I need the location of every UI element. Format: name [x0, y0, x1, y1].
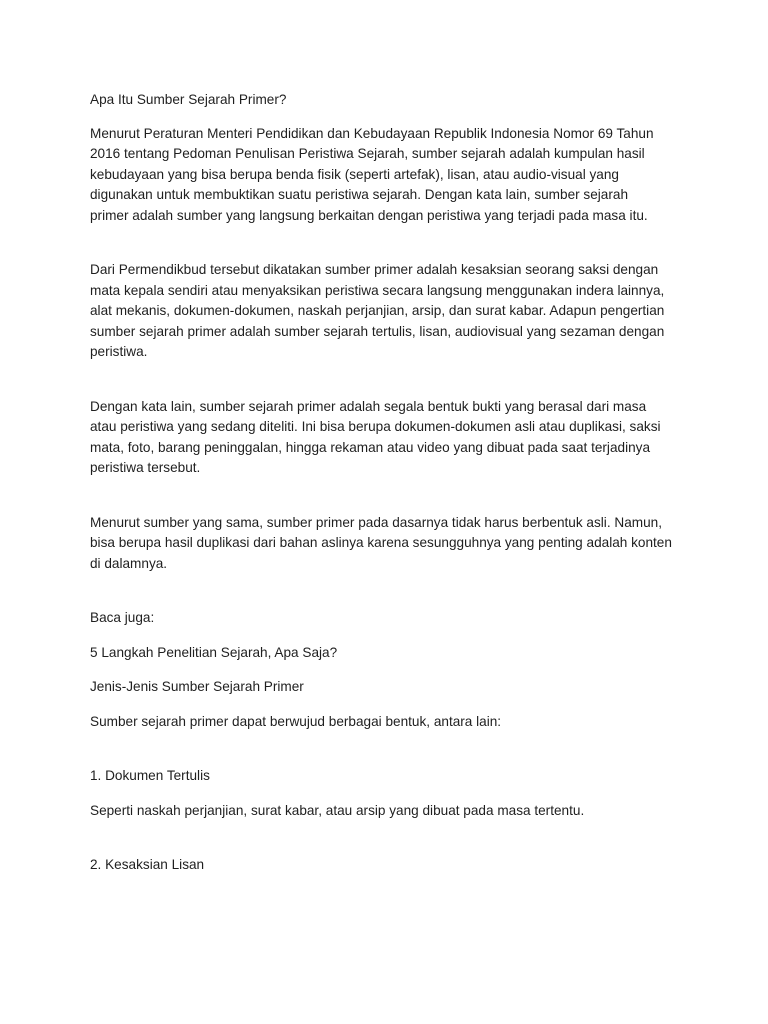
- section-heading: Jenis-Jenis Sumber Sejarah Primer: [90, 679, 304, 694]
- paragraph-other-words: Dengan kata lain, sumber sejarah primer adalah segala bentuk bukti yang berasal dari masa atau peristiwa yang sedang diteliti. Ini bisa berupa dokumen-dokumen asli atau duplikasi, saksi mata, foto, barang peninggalan, hingga rekaman atau video yang dibuat pada saat terjadinya peristiwa tersebut.: [90, 398, 661, 475]
- document-page: [90, 90, 690, 876]
- paragraph-permendikbud: Dari Permendikbud tersebut dikatakan sumber primer adalah kesaksian seorang saksi dengan mata kepala sendiri atau menyaksikan peristiwa secara langsung menggunakan indera lainnya, alat mekanis, dokumen-dokumen, naskah perjanjian, arsip, dan surat kabar. Adapun pengertian sumber sejarah primer adalah sumber sejarah tertulis, lisan, audiovisual yang sezaman dengan peristiwa.: [90, 262, 665, 359]
- read-also-link[interactable]: 5 Langkah Penelitian Sejarah, Apa Saja?: [90, 644, 338, 660]
- section-intro: Sumber sejarah primer dapat berwujud berbagai bentuk, antara lain:: [90, 713, 502, 729]
- list-item-text-1: Seperti naskah perjanjian, surat kabar, atau arsip yang dibuat pada masa tertentu.: [90, 802, 585, 818]
- read-also-label: Baca juga:: [90, 610, 155, 625]
- paragraph-same-source: Menurut sumber yang sama, sumber primer pada dasarnya tidak harus berbentuk asli. Namun, bisa berupa hasil duplikasi dari bahan aslinya karena sesungguhnya yang penting adalah konten di dalamnya.: [90, 514, 672, 571]
- paragraph-definition: Menurut Peraturan Menteri Pendidikan dan Kebudayaan Republik Indonesia Nomor 69 Tahun 2016 tentang Pedoman Penulisan Peristiwa Sejarah, sumber sejarah adalah kumpulan hasil kebudayaan yang bisa berupa benda fisik (seperti artefak), lisan, atau audio-visual yang digunakan untuk membuktikan suatu peristiwa sejarah. Dengan kata lain, sumber sejarah primer adalah sumber yang langsung berkaitan dengan peristiwa yang terjadi pada masa itu.: [90, 125, 654, 223]
- list-item-title-2: 2. Kesaksian Lisan: [90, 857, 205, 872]
- document-heading: Apa Itu Sumber Sejarah Primer?: [90, 92, 287, 107]
- list-item-title-1: 1. Dokumen Tertulis: [90, 768, 210, 783]
